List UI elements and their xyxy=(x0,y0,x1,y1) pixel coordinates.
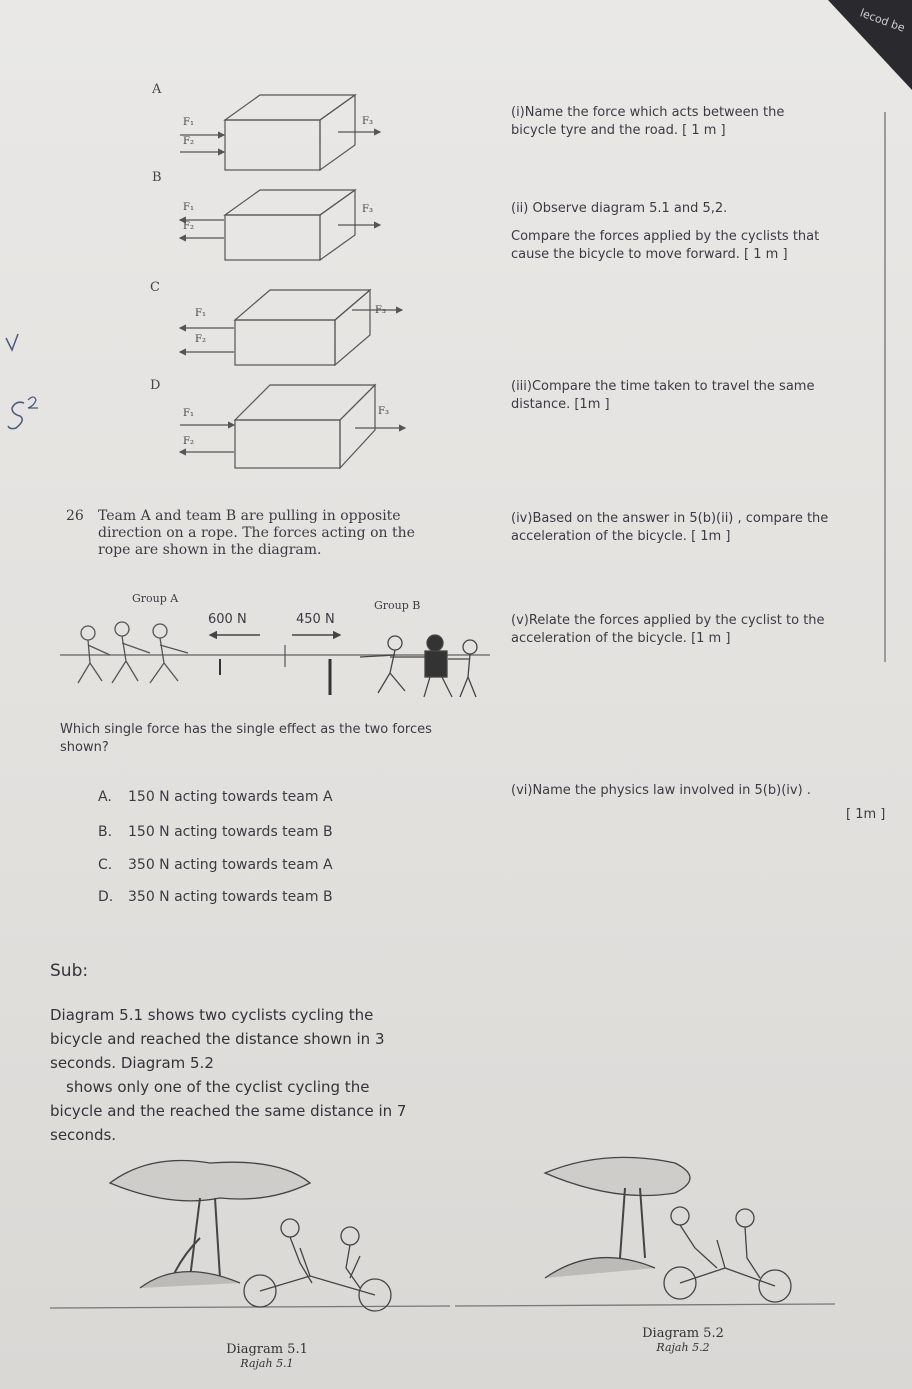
sub-line-1: Diagram 5.1 shows two cyclists cycling the xyxy=(50,1006,374,1024)
force-label-b-f3: F₃ xyxy=(362,204,373,215)
pen-marks xyxy=(2,328,42,448)
answer-column-border xyxy=(884,112,886,662)
option-letter: D. xyxy=(98,889,114,905)
force-label-b-f2: F₂ xyxy=(183,221,194,232)
label-b: B xyxy=(152,170,162,185)
force-label-a-f3: F₃ xyxy=(362,116,373,127)
force-label-b-f1: F₁ xyxy=(183,202,194,213)
force-label-c-f3: F₃ xyxy=(375,305,386,316)
question-vi: (vi)Name the physics law involved in 5(b)(iv) . xyxy=(511,783,811,798)
question-iv: (iv)Based on the answer in 5(b)(ii) , compare the acceleration of the bicycle. [ 1m ] xyxy=(511,511,829,544)
caption-title: Diagram 5.2 xyxy=(642,1326,724,1341)
question-ii-title: (ii) Observe diagram 5.1 and 5,2. xyxy=(511,201,728,216)
option-a[interactable] xyxy=(98,789,333,805)
box-d xyxy=(180,385,405,468)
caption-alt: Rajah 5.2 xyxy=(656,1341,710,1354)
question-i: (i)Name the force which acts between the bicycle tyre and the road. [ 1 m ] xyxy=(511,105,785,138)
question-26-number: 26 xyxy=(66,508,84,524)
question-v: (v)Relate the forces applied by the cyclist to the acceleration of the bicycle. [1 m ] xyxy=(511,613,825,646)
option-c[interactable] xyxy=(98,857,333,873)
label-d: D xyxy=(150,378,161,393)
option-text: 150 N acting towards team A xyxy=(128,789,333,805)
box-a xyxy=(180,95,380,170)
diagram-5-2-figure xyxy=(455,1148,855,1323)
sub-line-5: bicycle and the reached the same distance in 7 xyxy=(50,1102,407,1120)
question-iii: (iii)Compare the time taken to travel the same distance. [1m ] xyxy=(511,379,815,412)
force-label-c-f1: F₁ xyxy=(195,308,206,319)
option-letter: B. xyxy=(98,824,113,840)
caption-alt: Rajah 5.1 xyxy=(240,1357,294,1370)
question-26-prompt: Which single force has the single effect as the two forces shown? xyxy=(60,722,432,755)
sub-line-6: seconds. xyxy=(50,1126,117,1144)
force-label-d-f2: F₂ xyxy=(183,436,194,447)
question-26-text: Team A and team B are pulling in opposite direction on a rope. The forces acting on the rope are shown in the diagram. xyxy=(98,508,415,558)
label-a: A xyxy=(152,82,162,97)
box-b xyxy=(180,190,380,260)
force-label-c-f2: F₂ xyxy=(195,334,206,345)
group-b-label: Group B xyxy=(374,599,421,612)
group-a-figures xyxy=(78,622,188,683)
option-letter: A. xyxy=(98,789,112,805)
question-ii-body: Compare the forces applied by the cyclists that cause the bicycle to move forward. [ 1 m ] xyxy=(511,229,820,262)
group-a-label: Group A xyxy=(132,592,179,605)
corner-shadow xyxy=(792,0,912,90)
option-text: 350 N acting towards team B xyxy=(128,889,333,905)
caption-title: Diagram 5.1 xyxy=(226,1342,308,1357)
group-b-figures xyxy=(360,635,477,697)
diagram-5-2-caption xyxy=(628,1326,738,1354)
force-label-a-f1: F₁ xyxy=(183,117,194,128)
force-label-d-f1: F₁ xyxy=(183,408,194,419)
option-b[interactable] xyxy=(98,824,333,840)
force-label-a-f2: F₂ xyxy=(183,136,194,147)
tree-canopy xyxy=(110,1161,310,1201)
box-c xyxy=(180,290,402,365)
force-b-value: 450 N xyxy=(296,612,335,627)
force-label-d-f3: F₃ xyxy=(378,406,389,417)
question-vi-mark: [ 1m ] xyxy=(846,807,886,822)
option-d[interactable] xyxy=(98,889,333,905)
force-a-value: 600 N xyxy=(208,612,247,627)
diagram-5-1-figure xyxy=(50,1148,450,1333)
sub-line-2: bicycle and reached the distance shown in 3 xyxy=(50,1030,385,1048)
sub-line-4: shows only one of the cyclist cycling the xyxy=(66,1078,370,1096)
option-text: 150 N acting towards team B xyxy=(128,824,333,840)
option-letter: C. xyxy=(98,857,113,873)
label-c: C xyxy=(150,280,160,295)
sub-line-3: seconds. Diagram 5.2 xyxy=(50,1054,214,1072)
tree-canopy xyxy=(545,1157,690,1195)
corner-text: lecod be xyxy=(858,6,907,35)
diagram-5-1-caption xyxy=(212,1342,322,1370)
option-text: 350 N acting towards team A xyxy=(128,857,333,873)
sub-label: Sub: xyxy=(50,961,89,981)
tug-of-war-figure xyxy=(60,585,490,725)
